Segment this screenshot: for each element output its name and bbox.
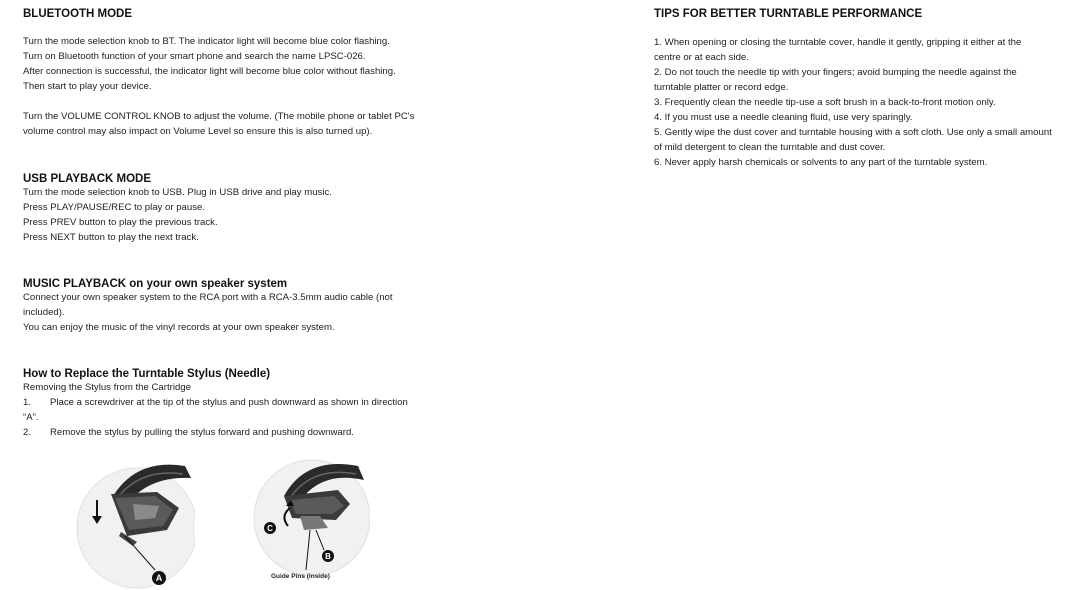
step-text: Place a screwdriver at the tip of the stylus and push downward as shown in direction: [50, 397, 408, 408]
usb-line: Press PLAY/PAUSE/REC to play or pause.: [23, 202, 206, 213]
label-b: B: [325, 552, 331, 561]
tips-line: centre or at each side.: [654, 52, 749, 63]
step-continuation: “A”.: [23, 412, 39, 423]
label-c: C: [267, 524, 273, 533]
tips-line: 4. If you must use a needle cleaning fluid, use very sparingly.: [654, 112, 913, 123]
tips-line: 5. Gently wipe the dust cover and turntable housing with a soft cloth. Use only a small amount: [654, 127, 1052, 138]
right-column: [654, 0, 1074, 590]
stylus-heading: How to Replace the Turntable Stylus (Needle): [23, 368, 271, 380]
volume-line: Turn the VOLUME CONTROL KNOB to adjust the volume. (The mobile phone or tablet PC's: [23, 111, 415, 122]
bluetooth-line: Turn on Bluetooth function of your smart phone and search the name LPSC-026.: [23, 51, 366, 62]
bluetooth-line: After connection is successful, the indicator light will become blue color without flashing.: [23, 66, 396, 77]
stylus-figure-a: [75, 456, 195, 590]
music-line: Connect your own speaker system to the RCA port with a RCA-3.5mm audio cable (not: [23, 292, 393, 303]
stylus-figure-bc: [250, 456, 370, 586]
bluetooth-line: Turn the mode selection knob to BT. The indicator light will become blue color flashing.: [23, 36, 390, 47]
bluetooth-heading: BLUETOOTH MODE: [23, 8, 133, 20]
tips-line: 1. When opening or closing the turntable cover, handle it gently, gripping it either at the: [654, 37, 1022, 48]
tips-heading: TIPS FOR BETTER TURNTABLE PERFORMANCE: [654, 8, 923, 20]
usb-line: Turn the mode selection knob to USB. Plug in USB drive and play music.: [23, 187, 332, 198]
bluetooth-line: Then start to play your device.: [23, 81, 152, 92]
stylus-subheading: Removing the Stylus from the Cartridge: [23, 382, 191, 393]
music-section: [23, 278, 453, 335]
volume-line: volume control may also impact on Volume Level so ensure this is also turned up).: [23, 126, 373, 137]
stylus-step: [23, 425, 453, 440]
usb-line: Press PREV button to play the previous track.: [23, 217, 218, 228]
stylus-step: [23, 395, 453, 410]
tips-line: turntable platter or record edge.: [654, 82, 789, 93]
step-number: 2.: [23, 427, 32, 438]
tips-line: of mild detergent to clean the turntable and dust cover.: [654, 142, 886, 153]
music-line: included).: [23, 307, 65, 318]
step-text: Remove the stylus by pulling the stylus forward and pushing downward.: [50, 427, 354, 438]
tips-line: 3. Frequently clean the needle tip-use a soft brush in a back-to-front motion only.: [654, 97, 996, 108]
tips-line: 2. Do not touch the needle tip with your fingers; avoid bumping the needle against the: [654, 67, 1017, 78]
tips-section: [654, 8, 1074, 170]
label-a: A: [155, 573, 163, 583]
usb-heading: USB PLAYBACK MODE: [23, 173, 152, 185]
music-line: You can enjoy the music of the vinyl records at your own speaker system.: [23, 322, 335, 333]
stylus-section: [23, 368, 453, 440]
guide-pins-caption: Guide Pins (inside): [271, 573, 330, 580]
music-heading: MUSIC PLAYBACK on your own speaker system: [23, 278, 288, 290]
step-number: 1.: [23, 397, 32, 408]
usb-line: Press NEXT button to play the next track.: [23, 232, 199, 243]
tips-line: 6. Never apply harsh chemicals or solvents to any part of the turntable system.: [654, 157, 988, 168]
bluetooth-section: [23, 8, 453, 139]
usb-section: [23, 173, 453, 245]
